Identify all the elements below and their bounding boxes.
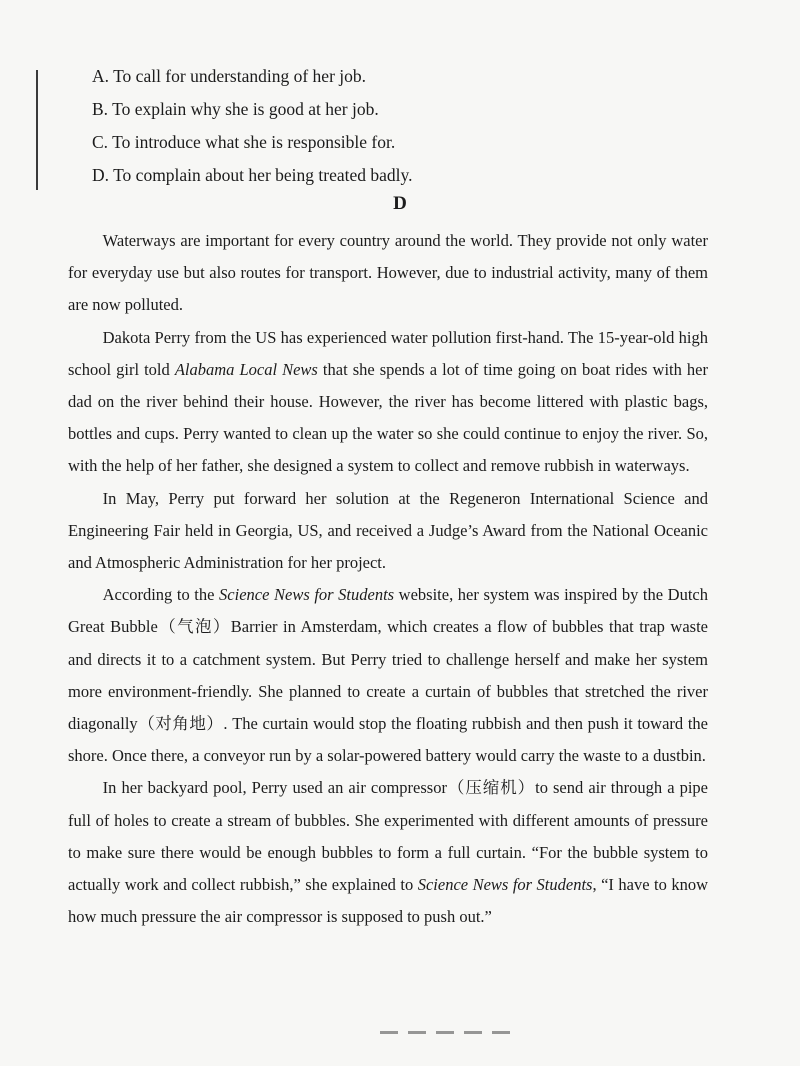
paragraph-3: In May, Perry put forward her solution at the Regeneron International Science and Engineering Fair held in Georgia, US, and received a Judge’s Award from the National Oceanic and Atmospheric Administration for her project. xyxy=(68,488,708,573)
option-a xyxy=(92,60,413,93)
newspaper-title: Alabama Local News xyxy=(174,359,318,379)
website-title: Science News for Students xyxy=(417,875,593,895)
paragraph-1: Waterways are important for every country around the world. They provide not only water for everyday use but also routes for transport. However, due to industrial activity, many of them are now polluted. xyxy=(68,231,708,315)
paragraph-4: According to the Science News for Students website, her system was inspired by the Dutch Great Bubble（气泡）Barrier in Amsterdam, which creates a flow of bubbles that trap waste and directs it to a catchment system. But Perry tried to challenge herself and make her system more environment-friendly. She planned to create a curtain of bubbles that stretched the river diagonally（对角地）. The curtain would stop the floating rubbish and then push it toward the shore. Once there, a conveyor run by a solar-powered battery would carry the waste to a dustbin. xyxy=(68,585,708,766)
answer-options xyxy=(92,60,413,192)
option-c xyxy=(92,126,413,159)
option-letter: C. xyxy=(92,132,109,152)
page-bottom-mark xyxy=(380,1031,510,1034)
option-letter: B. xyxy=(92,99,109,119)
paragraph-5: In her backyard pool, Perry used an air compressor（压缩机）to send air through a pipe full of holes to create a stream of bubbles. She experimented with different amounts of pressure to make sure there would be enough bubbles to form a full curtain. “For the bubble system to actually work and collect rubbish,” she explained to Science News for Students, “I have to know how much pressure the air compressor is supposed to push out.” xyxy=(68,778,708,927)
section-heading: D xyxy=(393,193,407,214)
option-letter: A. xyxy=(92,66,110,86)
paragraph-2: Dakota Perry from the US has experienced water pollution first-hand. The 15-year-old high school girl told Alabama Local News that she spends a lot of time going on boat rides with her dad on the river behind their house. However, the river has become littered with plastic bags, bottles and cups. Perry wanted to clean up the water so she could continue to enjoy the river. So, with the help of her father, she designed a system to collect and remove rubbish in waterways. xyxy=(68,327,708,476)
option-d xyxy=(92,159,413,192)
margin-line xyxy=(36,70,38,190)
option-text: To complain about her being treated badly. xyxy=(113,165,413,185)
option-text: To explain why she is good at her job. xyxy=(112,99,379,119)
option-b xyxy=(92,93,413,126)
website-title: Science News for Students xyxy=(219,585,395,605)
option-letter: D. xyxy=(92,165,110,185)
option-text: To call for understanding of her job. xyxy=(113,66,367,86)
option-text: To introduce what she is responsible for. xyxy=(112,132,396,152)
passage xyxy=(68,225,708,933)
